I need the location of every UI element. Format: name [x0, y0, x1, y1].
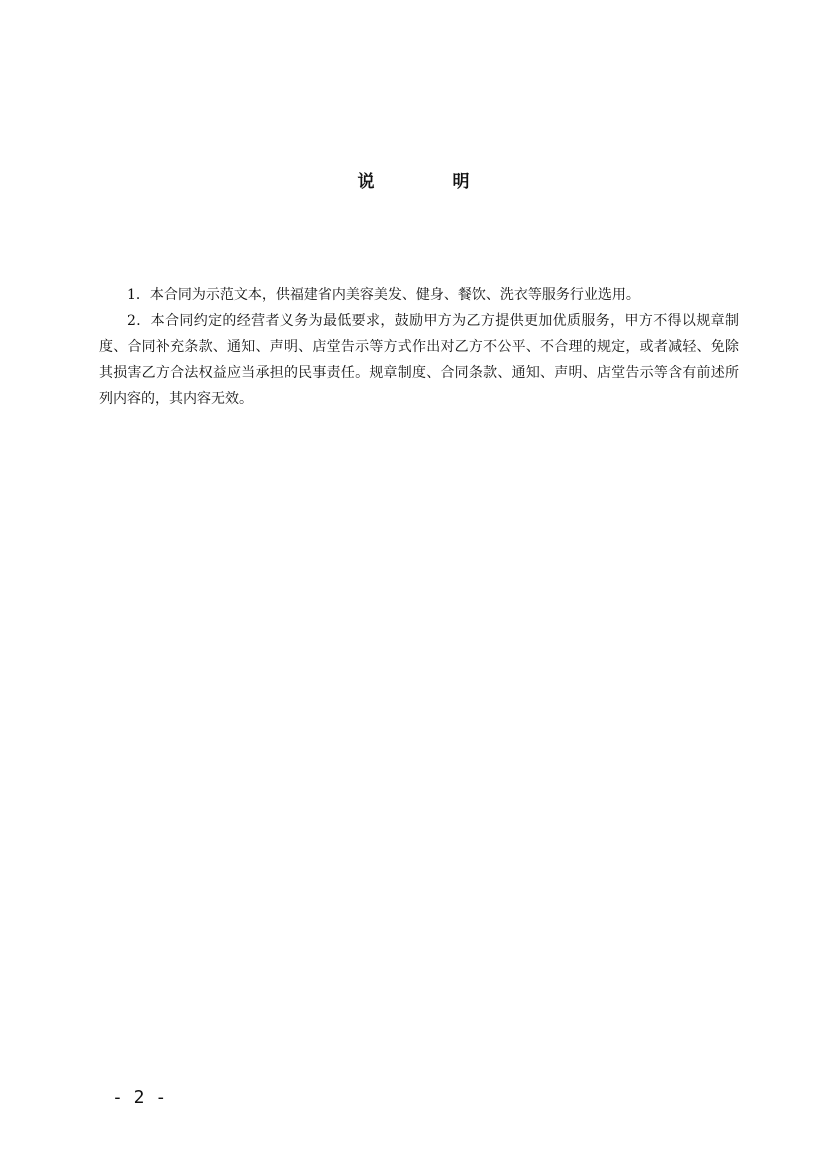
page-number: - 2 - [112, 1087, 167, 1108]
document-body [99, 282, 739, 412]
paragraph-1: 1．本合同为示范文本，供福建省内美容美发、健身、餐饮、洗衣等服务行业选用。 [127, 287, 640, 303]
paragraph-2: 2．本合同约定的经营者义务为最低要求，鼓励甲方为乙方提供更加优质服务，甲方不得以规章制度、合同补充条款、通知、声明、店堂告示等方式作出对乙方不公平、不合理的规定，或者减轻、免除其损害乙方合法权益应当承担的民事责任。规章制度、合同条款、通知、声明、店堂告示等含有前述所列内容的，其内容无效。 [99, 313, 739, 407]
page-title: 说 明 [357, 172, 506, 192]
